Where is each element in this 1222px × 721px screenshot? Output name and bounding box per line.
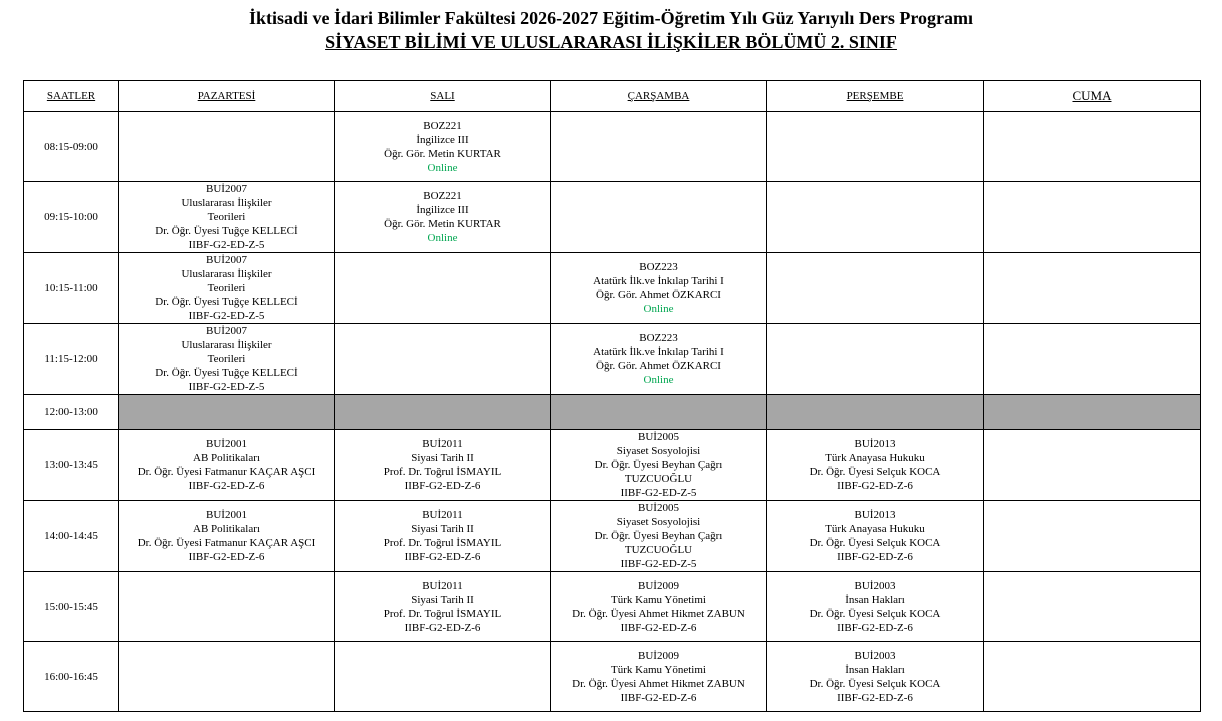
course-code: BOZ223 bbox=[639, 332, 678, 344]
course-cell-carsamba bbox=[551, 501, 767, 572]
course-line: Prof. Dr. Toğrul İSMAYIL bbox=[383, 466, 502, 478]
course-cell-persembe bbox=[767, 572, 984, 642]
time-slot-row bbox=[24, 253, 1201, 324]
time-slot-label: 10:15-11:00 bbox=[24, 253, 119, 324]
course-line: İngilizce III bbox=[416, 133, 469, 146]
schedule-table bbox=[23, 80, 1201, 712]
time-slot-label: 16:00-16:45 bbox=[24, 642, 119, 712]
course-line: Siyasi Tarih II bbox=[411, 593, 474, 606]
header-row bbox=[24, 81, 1201, 112]
course-entry bbox=[121, 324, 332, 394]
course-cell-pazartesi bbox=[119, 430, 335, 501]
course-entry bbox=[337, 119, 548, 175]
course-cell-carsamba bbox=[551, 112, 767, 182]
course-line: Prof. Dr. Toğrul İSMAYIL bbox=[383, 607, 502, 620]
schedule-body bbox=[24, 112, 1201, 712]
course-cell-carsamba bbox=[551, 324, 767, 395]
course-cell-persembe bbox=[767, 112, 984, 182]
course-entry bbox=[337, 579, 548, 635]
course-entry bbox=[769, 579, 981, 635]
course-code: BUİ2003 bbox=[854, 649, 896, 662]
course-cell-persembe bbox=[767, 324, 984, 395]
course-line: Öğr. Gör. Metin KURTAR bbox=[384, 147, 501, 160]
course-line: IIBF-G2-ED-Z-6 bbox=[837, 691, 913, 704]
course-entry bbox=[121, 437, 332, 493]
course-line: İngilizce III bbox=[416, 204, 469, 216]
course-code: BUİ2009 bbox=[638, 649, 679, 662]
course-line: Türk Kamu Yönetimi bbox=[611, 593, 706, 606]
course-entry bbox=[337, 189, 548, 245]
time-slot-row bbox=[24, 324, 1201, 395]
course-entry bbox=[337, 508, 548, 564]
course-line: IIBF-G2-ED-Z-5 bbox=[188, 381, 265, 393]
lunch-cell-persembe bbox=[767, 395, 984, 430]
course-cell-sali bbox=[335, 253, 551, 324]
course-cell-cuma bbox=[984, 253, 1201, 324]
course-code: BUİ2001 bbox=[206, 438, 247, 450]
course-line: AB Politikaları bbox=[193, 452, 260, 464]
course-cell-sali bbox=[335, 430, 551, 501]
course-line: IIBF-G2-ED-Z-6 bbox=[620, 691, 697, 704]
course-entry bbox=[769, 508, 981, 564]
course-code: BUİ2003 bbox=[854, 579, 896, 592]
course-line: IIBF-G2-ED-Z-6 bbox=[837, 551, 913, 563]
course-code: BOZ223 bbox=[639, 261, 678, 273]
course-line: Siyaset Sosyolojisi bbox=[616, 516, 701, 528]
course-cell-cuma bbox=[984, 112, 1201, 182]
course-line: Atatürk İlk.ve İnkılap Tarihi I bbox=[593, 275, 724, 287]
lunch-cell-carsamba bbox=[551, 395, 767, 430]
course-entry bbox=[553, 260, 764, 316]
time-slot-label: 14:00-14:45 bbox=[24, 501, 119, 572]
course-line: IIBF-G2-ED-Z-5 bbox=[620, 487, 697, 499]
course-line: TUZCUOĞLU bbox=[624, 473, 693, 485]
course-cell-sali bbox=[335, 112, 551, 182]
lunch-cell-cuma bbox=[984, 395, 1201, 430]
course-code: BUİ2005 bbox=[638, 431, 679, 443]
course-line: IIBF-G2-ED-Z-6 bbox=[404, 480, 481, 492]
course-code: BOZ221 bbox=[423, 190, 462, 202]
course-line: IIBF-G2-ED-Z-6 bbox=[404, 551, 481, 563]
course-line: Dr. Öğr. Üyesi Selçuk KOCA bbox=[809, 607, 941, 620]
course-code: BUİ2011 bbox=[422, 438, 463, 450]
course-line: Dr. Öğr. Üyesi Selçuk KOCA bbox=[809, 537, 941, 549]
course-code: BUİ2005 bbox=[638, 502, 679, 514]
course-code: BUİ2009 bbox=[638, 579, 679, 592]
column-header-pazartesi: PAZARTESİ bbox=[119, 81, 335, 112]
course-line: Dr. Öğr. Üyesi Selçuk KOCA bbox=[809, 466, 941, 478]
course-line: IIBF-G2-ED-Z-6 bbox=[620, 621, 697, 634]
course-line: IIBF-G2-ED-Z-6 bbox=[837, 480, 913, 492]
course-cell-persembe bbox=[767, 430, 984, 501]
page-subtitle-text: SİYASET BİLİMİ VE ULUSLARARASI İLİŞKİLER BÖLÜMÜ 2. SINIF bbox=[325, 32, 897, 52]
course-code: BUİ2007 bbox=[206, 254, 247, 266]
course-line: Uluslararası İlişkiler bbox=[181, 197, 272, 209]
lunch-cell-pazartesi bbox=[119, 395, 335, 430]
course-cell-persembe bbox=[767, 182, 984, 253]
course-line: IIBF-G2-ED-Z-6 bbox=[837, 621, 913, 634]
course-line: IIBF-G2-ED-Z-5 bbox=[188, 239, 265, 251]
time-slot-row bbox=[24, 572, 1201, 642]
course-line: Siyasi Tarih II bbox=[411, 523, 474, 535]
course-cell-persembe bbox=[767, 642, 984, 712]
course-line: Dr. Öğr. Üyesi Fatmanur KAÇAR AŞCI bbox=[137, 466, 316, 478]
time-slot-row bbox=[24, 430, 1201, 501]
course-line: Teorileri bbox=[207, 353, 246, 365]
course-cell-persembe bbox=[767, 253, 984, 324]
page-subtitle bbox=[0, 31, 1222, 53]
course-line: Uluslararası İlişkiler bbox=[181, 268, 272, 280]
course-line: AB Politikaları bbox=[193, 523, 260, 535]
time-slot-label: 09:15-10:00 bbox=[24, 182, 119, 253]
time-slot-label: 13:00-13:45 bbox=[24, 430, 119, 501]
course-line: Teorileri bbox=[207, 282, 246, 294]
course-cell-carsamba bbox=[551, 430, 767, 501]
course-cell-sali bbox=[335, 324, 551, 395]
course-line: Dr. Öğr. Üyesi Beyhan Çağrı bbox=[594, 530, 723, 542]
course-line: Dr. Öğr. Üyesi Tuğçe KELLECİ bbox=[155, 367, 298, 379]
course-line: IIBF-G2-ED-Z-6 bbox=[188, 480, 265, 492]
course-cell-pazartesi bbox=[119, 501, 335, 572]
course-entry bbox=[553, 430, 764, 500]
course-entry bbox=[553, 331, 764, 387]
course-line: Siyasi Tarih II bbox=[411, 452, 474, 464]
page-title: İktisadi ve İdari Bilimler Fakültesi 2026-2027 Eğitim-Öğretim Yılı Güz Yarıyılı Ders Programı bbox=[248, 8, 974, 28]
course-line: Dr. Öğr. Üyesi Beyhan Çağrı bbox=[594, 459, 723, 471]
course-cell-carsamba bbox=[551, 253, 767, 324]
column-header-saatler: SAATLER bbox=[24, 81, 119, 112]
time-slot-label: 11:15-12:00 bbox=[24, 324, 119, 395]
time-slot-row bbox=[24, 182, 1201, 253]
course-line: Öğr. Gör. Ahmet ÖZKARCI bbox=[596, 289, 721, 301]
course-entry bbox=[121, 508, 332, 564]
time-slot-label: 12:00-13:00 bbox=[24, 395, 119, 430]
course-entry bbox=[553, 579, 764, 635]
course-line: Türk Anayasa Hukuku bbox=[825, 523, 925, 535]
course-entry bbox=[337, 437, 548, 493]
course-code: BUİ2013 bbox=[854, 438, 896, 450]
course-code: BUİ2001 bbox=[206, 509, 247, 521]
course-cell-carsamba bbox=[551, 642, 767, 712]
course-line: Öğr. Gör. Metin KURTAR bbox=[384, 218, 501, 230]
course-cell-cuma bbox=[984, 324, 1201, 395]
course-cell-sali bbox=[335, 572, 551, 642]
course-line: İnsan Hakları bbox=[845, 663, 905, 676]
course-entry bbox=[553, 501, 764, 571]
course-cell-persembe bbox=[767, 501, 984, 572]
course-entry bbox=[769, 437, 981, 493]
course-cell-cuma bbox=[984, 430, 1201, 501]
course-line: IIBF-G2-ED-Z-5 bbox=[620, 558, 697, 570]
course-cell-pazartesi bbox=[119, 324, 335, 395]
course-cell-cuma bbox=[984, 501, 1201, 572]
course-line: Dr. Öğr. Üyesi Selçuk KOCA bbox=[809, 677, 941, 690]
course-line: Atatürk İlk.ve İnkılap Tarihi I bbox=[593, 346, 724, 358]
time-slot-row bbox=[24, 112, 1201, 182]
course-line: IIBF-G2-ED-Z-6 bbox=[188, 551, 265, 563]
course-entry bbox=[553, 649, 764, 705]
course-line: TUZCUOĞLU bbox=[624, 544, 693, 556]
course-line: İnsan Hakları bbox=[845, 593, 905, 606]
course-cell-sali bbox=[335, 642, 551, 712]
course-cell-sali bbox=[335, 182, 551, 253]
online-label: Online bbox=[643, 303, 674, 315]
course-line: Dr. Öğr. Üyesi Fatmanur KAÇAR AŞCI bbox=[137, 537, 316, 549]
column-header-sali: SALI bbox=[335, 81, 551, 112]
course-entry bbox=[121, 182, 332, 252]
course-code: BOZ221 bbox=[423, 119, 462, 132]
course-line: Dr. Öğr. Üyesi Ahmet Hikmet ZABUN bbox=[572, 607, 745, 620]
online-label: Online bbox=[643, 374, 674, 386]
column-header-cuma: CUMA bbox=[984, 81, 1201, 112]
course-code: BUİ2013 bbox=[854, 509, 896, 521]
course-line: Dr. Öğr. Üyesi Tuğçe KELLECİ bbox=[155, 225, 298, 237]
course-cell-pazartesi bbox=[119, 253, 335, 324]
column-header-persembe: PERŞEMBE bbox=[767, 81, 984, 112]
course-line: Dr. Öğr. Üyesi Tuğçe KELLECİ bbox=[155, 296, 298, 308]
course-cell-cuma bbox=[984, 182, 1201, 253]
course-cell-sali bbox=[335, 501, 551, 572]
online-label: Online bbox=[427, 232, 458, 244]
course-cell-carsamba bbox=[551, 182, 767, 253]
time-slot-label: 15:00-15:45 bbox=[24, 572, 119, 642]
course-line: Teorileri bbox=[207, 211, 246, 223]
online-label: Online bbox=[427, 161, 458, 174]
course-cell-cuma bbox=[984, 642, 1201, 712]
time-slot-row bbox=[24, 642, 1201, 712]
course-code: BUİ2011 bbox=[422, 509, 463, 521]
course-code: BUİ2011 bbox=[422, 579, 463, 592]
course-line: IIBF-G2-ED-Z-6 bbox=[404, 621, 481, 634]
course-line: Siyaset Sosyolojisi bbox=[616, 445, 701, 457]
course-code: BUİ2007 bbox=[206, 183, 247, 195]
course-cell-cuma bbox=[984, 572, 1201, 642]
course-line: IIBF-G2-ED-Z-5 bbox=[188, 310, 265, 322]
course-line: Uluslararası İlişkiler bbox=[181, 339, 272, 351]
column-header-carsamba: ÇARŞAMBA bbox=[551, 81, 767, 112]
time-slot-row bbox=[24, 501, 1201, 572]
lunch-break-row bbox=[24, 395, 1201, 430]
course-line: Prof. Dr. Toğrul İSMAYIL bbox=[383, 537, 502, 549]
course-cell-pazartesi bbox=[119, 182, 335, 253]
course-entry bbox=[121, 253, 332, 323]
course-line: Öğr. Gör. Ahmet ÖZKARCI bbox=[596, 360, 721, 372]
course-cell-pazartesi bbox=[119, 572, 335, 642]
time-slot-label: 08:15-09:00 bbox=[24, 112, 119, 182]
lunch-cell-sali bbox=[335, 395, 551, 430]
course-cell-carsamba bbox=[551, 572, 767, 642]
course-code: BUİ2007 bbox=[206, 325, 247, 337]
course-cell-pazartesi bbox=[119, 112, 335, 182]
course-entry bbox=[769, 649, 981, 705]
course-line: Türk Kamu Yönetimi bbox=[611, 663, 706, 676]
course-line: Dr. Öğr. Üyesi Ahmet Hikmet ZABUN bbox=[572, 677, 745, 690]
course-cell-pazartesi bbox=[119, 642, 335, 712]
course-line: Türk Anayasa Hukuku bbox=[825, 452, 925, 464]
